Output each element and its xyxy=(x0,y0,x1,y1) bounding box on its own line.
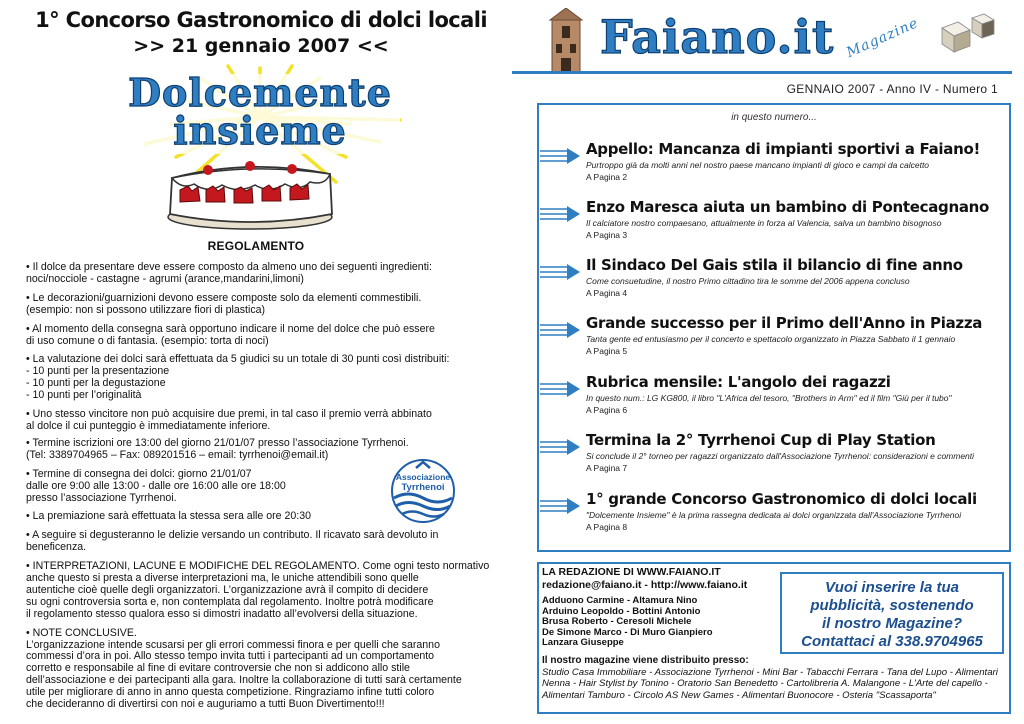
toc-page-ref: A Pagina 7 xyxy=(586,463,628,473)
staff-line: Lanzara Giuseppe xyxy=(542,637,624,649)
ad-line: Vuoi inserire la tua xyxy=(825,579,959,596)
cake-icon xyxy=(168,161,332,229)
header-rule xyxy=(512,71,1012,74)
rule-item: • INTERPRETAZIONI, LACUNE E MODIFICHE DEL REGOLAMENTO. Come ogni testo normativo anche questo si presta a diverse interpretazioni ma, le uniche attendibili sono quelle autentiche cioè quelle degli organizzatori. L’organizzazione avrà il compito di decidere su ogni controversia sorta e, non contemplata dal regolamento. Inoltre potrà modificare il regolamento stesso qualora esso si dimostri inadatto all’evolversi della situazione. xyxy=(26,560,490,620)
arrow-icon xyxy=(540,498,580,514)
brand-subtitle: Magazine xyxy=(844,15,922,61)
redazione-staff xyxy=(542,596,713,649)
toc-description: Il calciatore nostro compaesano, attualmente in forza al Valencia, salva un bambino bisognoso xyxy=(586,218,942,228)
toc-title[interactable]: Rubrica mensile: L'angolo dei ragazzi xyxy=(586,373,891,391)
distribution-title: Il nostro magazine viene distribuito presso: xyxy=(542,655,749,666)
toc-box xyxy=(537,103,1011,552)
arrow-icon xyxy=(540,264,580,280)
rule-item: • NOTE CONCLUSIVE. L’organizzazione intende scusarsi per gli errori commessi finora e per quelli che saranno commessi d’ora in poi. Allo stesso tempo invita tutti i partecipanti ad un comportamento corretto e responsabile al fine di evitare controversie che non si addicono allo stile dell’associazione e dei partecipanti alla gara. Inoltre la collaborazione di tutti sarà certamente utile per migliorare di anno in anno questa competizione. Ringraziamo infine tutti coloro che decideranno di divertirsi con noi e auguriamo a tutti Buon Divertimento!!! xyxy=(26,626,462,711)
toc-description: Si conclude il 2° torneo per ragazzi organizzato dall'Associazione Tyrrhenoi: considerazioni e commenti xyxy=(586,451,975,461)
arrow-icon xyxy=(540,148,580,164)
right-page xyxy=(512,0,1024,724)
logo-text-line2: insieme xyxy=(173,108,347,153)
toc-item[interactable] xyxy=(539,314,1009,370)
toc-item[interactable] xyxy=(539,431,1009,487)
ad-box xyxy=(780,572,1004,654)
issue-line: GENNAIO 2007 - Anno IV - Numero 1 xyxy=(786,82,998,96)
toc-page-ref: A Pagina 4 xyxy=(586,288,628,298)
arrow-icon xyxy=(540,322,580,338)
toc-item[interactable] xyxy=(539,373,1009,429)
rule-item: • Uno stesso vincitore non può acquisire due premi, in tal caso il premio verrà abbinato al dolce il cui punteggio è immediatamente inferiore. xyxy=(26,408,432,432)
toc-page-ref: A Pagina 3 xyxy=(586,230,628,240)
toc-item[interactable] xyxy=(539,198,1009,254)
staff-line: De Simone Marco - Di Muro Gianpiero xyxy=(542,626,713,638)
staff-line: Arduino Leopoldo - Bottini Antonio xyxy=(542,605,701,617)
toc-page-ref: A Pagina 2 xyxy=(586,172,628,182)
toc-title[interactable]: Grande successo per il Primo dell'Anno in Piazza xyxy=(586,314,983,332)
toc-description: Purtroppo già da molti anni nel nostro paese mancano impianti di gioco e campi da calcetto xyxy=(586,160,930,170)
toc-title[interactable]: Il Sindaco Del Gais stila il bilancio di fine anno xyxy=(586,256,963,274)
toc-description: Come consuetudine, il nostro Primo cittadino tira le somme del 2006 appena concluso xyxy=(586,276,910,286)
toc-description: "Dolcemente Insieme" è la prima rassegna dedicata ai dolci organizzata dall'Associazione Tyrrhenoi xyxy=(586,510,962,520)
ad-line: il nostro Magazine? xyxy=(821,615,962,632)
tyrrhenoi-logo-line1: Associazione xyxy=(395,472,451,482)
toc-page-ref: A Pagina 6 xyxy=(586,405,628,415)
toc-item[interactable] xyxy=(539,490,1009,546)
toc-description: Tanta gente ed entusiasmo per il concerto e spettacolo organizzato in Piazza Sabbato il 1 gennaio xyxy=(586,334,956,344)
toc-title[interactable]: 1° grande Concorso Gastronomico di dolci locali xyxy=(586,490,977,508)
toc-description: In questo num.: LG KG800, il libro "L'Africa del tesoro, "Brothers in Arm" ed il film "Giù per il tubo" xyxy=(586,393,952,403)
staff-line: Brusa Roberto - Ceresoli Michele xyxy=(542,616,692,628)
ad-line: Contattaci al 338.9704965 xyxy=(801,633,983,650)
cubes-icon xyxy=(936,12,998,62)
tower-icon xyxy=(542,8,590,72)
rule-item: • La premiazione sarà effettuata la stessa sera alle ore 20:30 xyxy=(26,510,312,523)
arrow-icon xyxy=(540,439,580,455)
toc-page-ref: A Pagina 8 xyxy=(586,522,628,532)
ad-line: pubblicità, sostenendo xyxy=(810,597,974,614)
rule-item: • Termine iscrizioni ore 13:00 del giorno 21/01/07 presso l’associazione Tyrrhenoi. (Tel: 3389704965 – Fax: 089201516 – email: tyrrhenoi@email.it) xyxy=(26,436,409,461)
redazione-box xyxy=(537,562,1011,714)
regolamento-heading: REGOLAMENTO xyxy=(207,239,305,253)
arrow-icon xyxy=(540,206,580,222)
logo-text-line1: Dolcemente xyxy=(128,70,392,115)
toc-item[interactable] xyxy=(539,140,1009,196)
dolcemente-insieme-logo xyxy=(110,62,420,237)
distribution-text: Studio Casa Immobiliare - Associazione Tyrrhenoi - Mini Bar - Tabacchi Ferrara - Tana del Lupo - Alimentari Nenna - Hair Stylist by Tonino - Oratorio San Benedetto - Cartolibreria A. Malangone - L'Arte del capello - Alimentari Tamburo - Circolo AS New Games - Alimentari Buonocore - Osteria "Scassaporta" xyxy=(542,667,998,701)
rule-item: • Al momento della consegna sarà opportuno indicare il nome del dolce che può essere di uso comune o di fantasia. (esempio: torta di noci) xyxy=(26,322,435,347)
rule-item: • A seguire si degusteranno le delizie versando un contributo. Il ricavato sarà devoluto in beneficenza. xyxy=(26,529,439,554)
redazione-title: LA REDAZIONE DI WWW.FAIANO.IT xyxy=(542,566,721,578)
toc-title[interactable]: Termina la 2° Tyrrhenoi Cup di Play Station xyxy=(586,431,936,449)
staff-line: Adduono Carmine - Altamura Nino xyxy=(542,595,698,606)
toc-title[interactable]: Appello: Mancanza di impianti sportivi a Faiano! xyxy=(586,140,980,158)
redazione-contact: redazione@faiano.it - http://www.faiano.it xyxy=(542,579,748,591)
toc-intro: in questo numero... xyxy=(731,112,817,123)
brand-title: Faiano.it xyxy=(600,10,835,64)
rule-item: • Le decorazioni/guarnizioni devono essere composte solo da elementi commestibili. (esempio: non si possono utilizzare fiori di plastica) xyxy=(26,291,422,316)
tyrrhenoi-logo xyxy=(390,458,456,524)
contest-date: >> 21 gennaio 2007 << xyxy=(133,35,389,57)
toc-page-ref: A Pagina 5 xyxy=(586,346,628,356)
arrow-icon xyxy=(540,381,580,397)
rule-item: • Il dolce da presentare deve essere composto da almeno uno dei seguenti ingredienti: noci/nocciole - castagne - agrumi (arance,mandarini,limoni) xyxy=(26,261,432,285)
toc-title[interactable]: Enzo Maresca aiuta un bambino di Pontecagnano xyxy=(586,198,990,216)
tyrrhenoi-logo-line2: Tyrrhenoi xyxy=(401,482,445,493)
contest-title: 1° Concorso Gastronomico di dolci locali xyxy=(35,8,487,32)
rule-item: • Termine di consegna dei dolci: giorno 21/01/07 dalle ore 9:00 alle 13:00 - dalle ore 16:00 alle ore 18:00 presso l’associazione Tyrrhenoi. xyxy=(26,467,286,504)
rule-item: • La valutazione dei dolci sarà effettuata da 5 giudici su un totale di 30 punti così distribuiti: - 10 punti per la presentazione - 10 punti per la degustazione - 10 punti per l’originalità xyxy=(26,353,450,402)
toc-item[interactable] xyxy=(539,256,1009,312)
